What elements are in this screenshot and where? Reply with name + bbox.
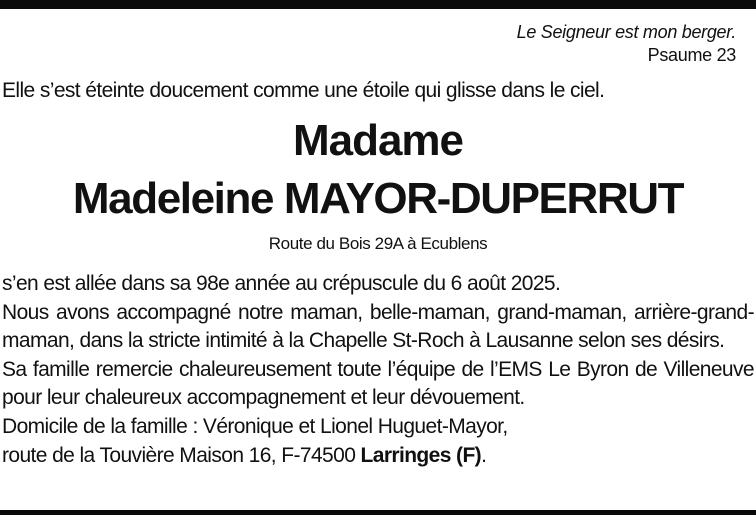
deceased-full-name: Madeleine MAYOR-DUPERRUT [72, 174, 684, 223]
deceased-address: Route du Bois 29A à Ecublens [268, 234, 488, 253]
death-announcement: s’en est allée dans sa 98e année au crépuscule du 6 août 2025. [2, 272, 561, 295]
deceased-honorific: Madame [292, 116, 464, 165]
ceremony-paragraph: Nous avons accompagné notre maman, belle-maman, grand-maman, arrière-grand-maman, dans la stricte intimité à la Chapelle St-Roch à Lausanne selon ses désirs. [2, 300, 754, 353]
thanks-paragraph: Sa famille remercie chaleureusement toute l’équipe de l’EMS Le Byron de Villeneuve pour leur chaleureux accompagnement et leur dévouement. [2, 357, 754, 410]
family-address [2, 442, 754, 471]
family-address-place: Larringes (F) [360, 443, 482, 467]
notice-body [2, 270, 754, 470]
epigraph-reference: Psaume 23 [647, 45, 736, 65]
family-address-end: . [481, 443, 487, 467]
family-address-street: route de la Touvière Maison 16, F-74500 [2, 443, 361, 467]
epigraph [517, 21, 736, 67]
top-border-rule [0, 0, 756, 9]
epigraph-verse: Le Seigneur est mon berger. [516, 22, 736, 42]
family-domicile: Domicile de la famille : Véronique et Lionel Huguet-Mayor, [2, 414, 508, 438]
lead-line: Elle s’est éteinte doucement comme une étoile qui glisse dans le ciel. [2, 79, 605, 102]
bottom-border-rule [0, 510, 756, 515]
